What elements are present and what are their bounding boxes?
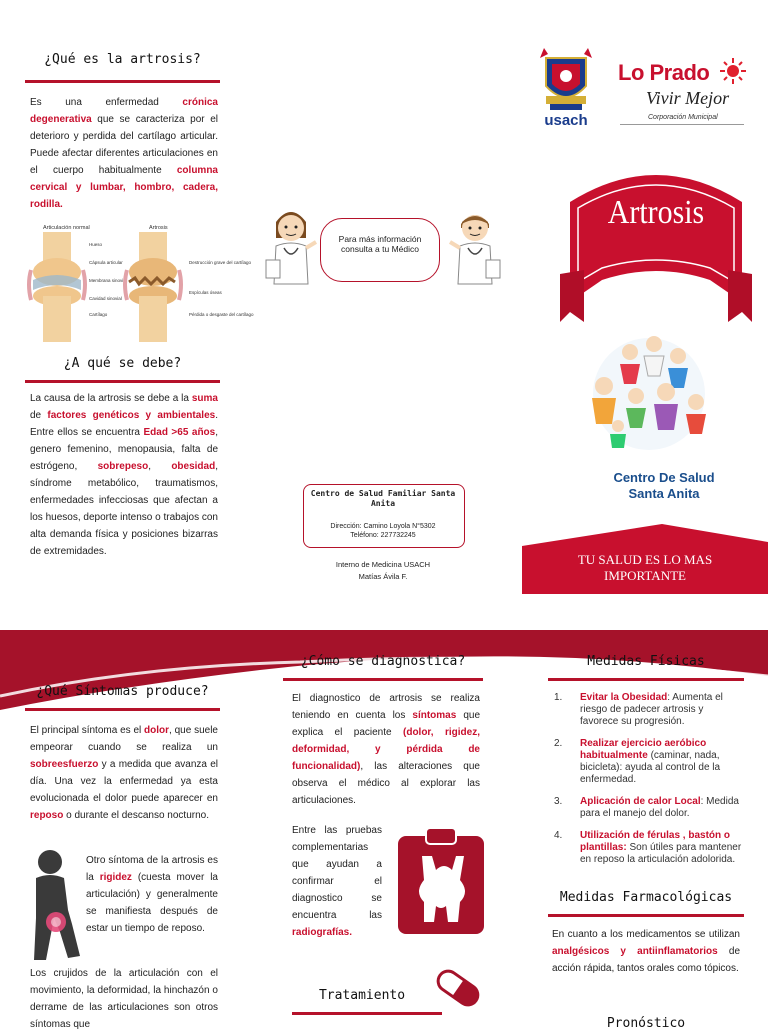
tratamiento-heading: Tratamiento	[318, 988, 406, 1003]
item-number: 4.	[554, 830, 563, 841]
cause-paragraph	[30, 390, 218, 560]
body-text: , que suele empeorar cuando se realiza un	[30, 725, 218, 753]
highlight-text: Edad >65 años	[143, 427, 216, 438]
heading-rule	[548, 914, 744, 917]
svg-text:Cartílago: Cartílago	[89, 312, 108, 317]
body-text: La causa de la artrosis se debe a la	[30, 393, 192, 404]
cesfam-line-1: Centro De Salud	[613, 470, 715, 485]
heading-rule	[25, 80, 220, 83]
svg-text:Cápsula articular: Cápsula articular	[89, 260, 123, 265]
farma-paragraph	[552, 926, 740, 977]
highlight-text: dolor	[144, 725, 170, 736]
highlight-text: suma	[191, 393, 218, 404]
crujidos-paragraph: Los crujidos de la articulación con el movimiento, la deformidad, la hinchazón o derrame de las articulaciones son otros síntomas que	[30, 968, 218, 1030]
intro-paragraph	[30, 94, 218, 213]
knee-pain-icon	[24, 848, 86, 964]
svg-text:Pérdida o desgaste del cartíla: Pérdida o desgaste del cartílago	[189, 312, 254, 317]
item-number: 2.	[554, 738, 563, 749]
female-doctor-illustration	[262, 204, 320, 284]
highlight-text: factores genéticos y ambientales	[47, 410, 216, 421]
fisicas-item	[552, 738, 742, 786]
highlight-text: obesidad	[171, 461, 216, 472]
body-text: Otro síntoma de la artrosis es la	[86, 855, 218, 883]
item-title: Utilización de férulas , bastón o plantillas:	[580, 830, 731, 853]
pill-icon	[432, 966, 484, 1010]
heading-rule	[25, 708, 220, 711]
item-text: Son útiles para mantener en reposo la articulación adolorida.	[580, 842, 742, 865]
pronostico-heading: Pronóstico	[606, 1016, 686, 1031]
artrosis-knee	[125, 232, 181, 342]
artrosis-title: Artrosis	[149, 225, 168, 231]
body-text: de acción rápida, tantos orales como tópicos.	[552, 946, 741, 974]
body-text: Es una enfermedad	[30, 97, 183, 108]
lo-prado-tagline: Vivir Mejor	[646, 88, 730, 108]
usach-wordmark: usach	[544, 112, 588, 129]
item-number: 3.	[554, 796, 563, 807]
svg-text:Hueso: Hueso	[89, 242, 103, 247]
item-text: : Aumenta el riesgo de padecer artrosis y favorece su progresión.	[580, 692, 723, 727]
medidas-fisicas-heading: Medidas Físicas	[587, 654, 705, 669]
svg-text:Destrucción grave del cartílag: Destrucción grave del cartílago	[189, 260, 252, 265]
cesfam-line-2: Santa Anita	[628, 486, 700, 501]
body-text: que explica el paciente	[292, 710, 481, 738]
medidas-farmacologicas-heading: Medidas Farmacológicas	[559, 890, 733, 905]
highlight-text: (dolor, rigidez, deformidad, y pérdida de funcionalidad)	[292, 727, 480, 772]
credit-line-2: Matías Ávila F.	[358, 572, 408, 581]
sun-icon	[720, 58, 746, 89]
a-que-se-debe-heading: ¿A qué se debe?	[63, 356, 182, 371]
banner-title: Artrosis	[607, 194, 705, 231]
body-text: Entre las pruebas complementarias que ayudan a confirmar el diagnostico se encuentra las	[292, 825, 382, 921]
body-text: o durante el descanso nocturno.	[63, 810, 209, 821]
highlight-text: radiografías.	[292, 927, 353, 938]
motto-block	[522, 524, 768, 594]
heading-rule	[292, 1012, 442, 1015]
usach-logo	[536, 44, 596, 132]
fisicas-item	[552, 830, 742, 866]
svg-text:Cavidad sinovial: Cavidad sinovial	[89, 296, 122, 301]
fisicas-item	[552, 796, 742, 820]
consult-text: Para más información consulta a tu Médico	[338, 234, 422, 254]
highlight-text: crónica degenerativa	[30, 97, 218, 125]
diagnostico-heading: ¿Cómo se diagnostica?	[300, 654, 466, 669]
heading-rule	[283, 678, 483, 681]
body-text: El diagnostico de artrosis se realiza teniendo en cuenta los	[292, 693, 480, 721]
center-title: Centro de Salud Familiar Santa Anita	[310, 489, 456, 508]
sintomas-paragraph	[30, 722, 218, 824]
item-text: : Medida para el manejo del dolor.	[580, 796, 739, 819]
heading-rule	[25, 380, 220, 383]
body-text: , síndrome metabólico, traumatismos, enfermedades infecciosas que afectan a los huesos, deporte intenso o trabajos con alta demanda física y posiciones bizarras de extremidades.	[30, 461, 218, 557]
body-text: que se caracteriza por el deterioro y perdida del cartílago articular. Puede afectar diferentes articulaciones en el cuerpo habitualmente	[30, 114, 218, 176]
knee-diagram	[25, 220, 254, 348]
credit-line-1: Interno de Medicina USACH	[335, 560, 431, 569]
highlight-text: rigidez	[99, 872, 132, 883]
normal-title: Articulación normal	[43, 225, 90, 231]
item-title: Realizar ejercicio aeróbico habitualmente	[580, 738, 707, 761]
lo-prado-wordmark: Lo Prado	[618, 60, 710, 85]
motto-text: TU SALUD ES LO MAS IMPORTANTE	[577, 552, 713, 583]
fisicas-list	[552, 692, 742, 876]
lo-prado-sub: Corporación Municipal	[648, 114, 718, 121]
body-text: . Entre ellos se encuentra	[30, 410, 218, 438]
body-text: , genero femenino, menopausia, falta de estrógeno,	[30, 427, 219, 472]
body-text: , las alteraciones que observa el médico al explorar las articulaciones.	[292, 761, 480, 806]
normal-labels	[89, 242, 127, 317]
male-doctor-illustration	[446, 204, 504, 284]
center-address: Dirección: Camino Loyola N°5302	[330, 523, 436, 530]
artrosis-banner	[560, 162, 752, 328]
highlight-text: síntomas	[412, 710, 457, 721]
body-text: En cuanto a los medicamentos se utilizan	[552, 929, 740, 940]
highlight-text: sobrepeso	[97, 461, 149, 472]
cesfam-logo-illustration	[574, 330, 724, 452]
sintomas-heading: ¿Qué Síntomas produce?	[36, 684, 209, 699]
lo-prado-logo	[616, 58, 750, 130]
body-text: ,	[148, 461, 172, 472]
normal-knee	[29, 232, 85, 342]
xray-icon	[394, 826, 488, 938]
body-text: de	[30, 410, 48, 421]
rigidez-paragraph	[86, 852, 218, 937]
svg-text:Espículas óseas: Espículas óseas	[189, 290, 222, 295]
que-es-heading: ¿Qué es la artrosis?	[44, 52, 201, 67]
item-text: (caminar, nada, bicicleta): ayuda al control de la enfermedad.	[580, 750, 721, 785]
highlight-text: sobreesfuerzo	[30, 759, 99, 770]
diagnostico-paragraph	[292, 690, 480, 809]
heading-rule	[548, 678, 744, 681]
svg-text:Membrana sinovial: Membrana sinovial	[89, 278, 127, 283]
body-text: El principal síntoma es el	[30, 725, 145, 736]
item-number: 1.	[554, 692, 563, 703]
item-title: Aplicación de calor Local	[580, 796, 701, 807]
item-title: Evitar la Obesidad	[580, 692, 668, 703]
center-phone: Teléfono: 227732245	[350, 532, 416, 539]
highlight-text: analgésicos y antiinflamatorios	[552, 946, 718, 957]
highlight-text: reposo	[30, 810, 64, 821]
highlight-text: columna cervical y lumbar, hombro, cadera, rodilla.	[30, 165, 218, 210]
pruebas-paragraph	[292, 822, 382, 941]
artrosis-labels	[189, 260, 254, 317]
body-text: (cuesta mover la articulación) y generalmente se manifiesta después de estar un tiempo de reposo.	[86, 872, 218, 934]
fisicas-item	[552, 692, 742, 728]
body-text: y a medida que avanza el día. Una vez la enfermedad ya esta evolucionada el dolor puede aparecer en	[30, 759, 218, 804]
